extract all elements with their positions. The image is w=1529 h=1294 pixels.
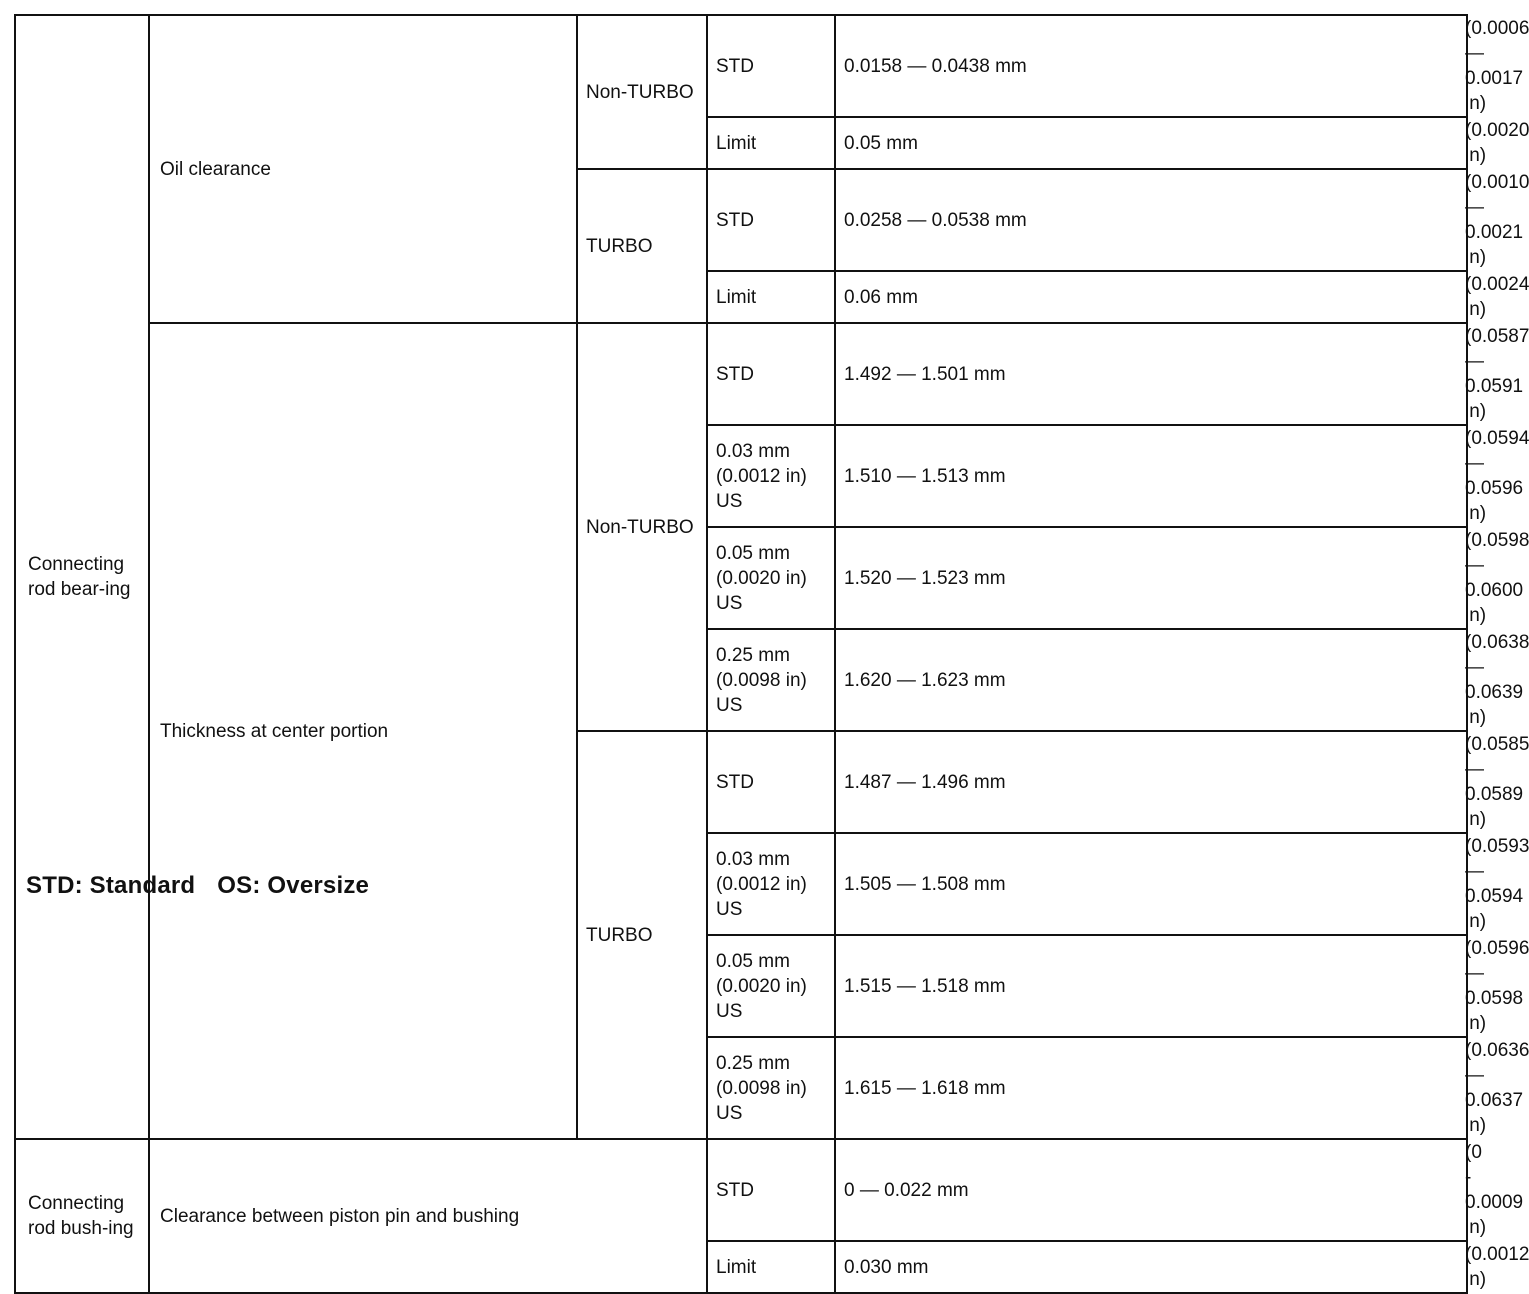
- metric-value: 1.487 — 1.496 mm: [835, 731, 1153, 833]
- condition-cell: STD: [707, 731, 835, 833]
- metric-value: 1.615 — 1.618 mm: [835, 1037, 1153, 1139]
- metric-value: 1.620 — 1.623 mm: [835, 629, 1153, 731]
- imperial-value: (0.0020 in): [1153, 117, 1467, 169]
- imperial-value: (0.0585 — 0.0589 in): [1153, 731, 1467, 833]
- condition-cell: Limit: [707, 271, 835, 323]
- part-connecting-rod-bushing: Connecting rod bush-ing: [15, 1139, 149, 1293]
- condition-cell: 0.25 mm (0.0098 in) US: [707, 1037, 835, 1139]
- variant-turbo: TURBO: [577, 169, 707, 323]
- condition-cell: 0.05 mm (0.0020 in) US: [707, 935, 835, 1037]
- metric-value: 0.0258 — 0.0538 mm: [835, 169, 1153, 271]
- item-pin-bushing-clearance: Clearance between piston pin and bushing: [149, 1139, 707, 1293]
- imperial-value: (0.0024 in): [1153, 271, 1467, 323]
- imperial-value: (0.0012 in): [1153, 1241, 1467, 1293]
- imperial-value: (0.0010 — 0.0021 in): [1153, 169, 1467, 271]
- imperial-value: (0.0593 — 0.0594 in): [1153, 833, 1467, 935]
- metric-value: 1.520 — 1.523 mm: [835, 527, 1153, 629]
- condition-cell: Limit: [707, 117, 835, 169]
- metric-value: 0.05 mm: [835, 117, 1153, 169]
- imperial-value: (0.0587 — 0.0591 in): [1153, 323, 1467, 425]
- metric-value: 1.515 — 1.518 mm: [835, 935, 1153, 1037]
- item-thickness-center-portion: Thickness at center portion: [149, 323, 577, 1139]
- metric-value: 0 — 0.022 mm: [835, 1139, 1153, 1241]
- abbreviation-legend: [26, 872, 391, 900]
- metric-value: 1.492 — 1.501 mm: [835, 323, 1153, 425]
- condition-cell: 0.25 mm (0.0098 in) US: [707, 629, 835, 731]
- legend-os: OS: Oversize: [217, 872, 370, 899]
- metric-value: 0.06 mm: [835, 271, 1153, 323]
- metric-value: 0.030 mm: [835, 1241, 1153, 1293]
- imperial-value: (0.0598 — 0.0600 in): [1153, 527, 1467, 629]
- imperial-value: (0.0638 — 0.0639 in): [1153, 629, 1467, 731]
- condition-cell: 0.03 mm (0.0012 in) US: [707, 425, 835, 527]
- variant-turbo: TURBO: [577, 731, 707, 1139]
- condition-cell: 0.03 mm (0.0012 in) US: [707, 833, 835, 935]
- table-row: [15, 323, 1467, 425]
- item-oil-clearance: Oil clearance: [149, 15, 577, 323]
- condition-cell: STD: [707, 323, 835, 425]
- part-connecting-rod-bearing: Connecting rod bear-ing: [15, 15, 149, 1139]
- metric-value: 1.510 — 1.513 mm: [835, 425, 1153, 527]
- condition-cell: Limit: [707, 1241, 835, 1293]
- imperial-value: (0.0636 — 0.0637 in): [1153, 1037, 1467, 1139]
- variant-non-turbo: Non-TURBO: [577, 323, 707, 731]
- condition-cell: STD: [707, 1139, 835, 1241]
- imperial-value: (0.0594 — 0.0596 in): [1153, 425, 1467, 527]
- imperial-value: (0.0596 — 0.0598 in): [1153, 935, 1467, 1037]
- imperial-value: (0 - 0.0009 in): [1153, 1139, 1467, 1241]
- variant-non-turbo: Non-TURBO: [577, 15, 707, 169]
- table-row: [15, 15, 1467, 117]
- table-row: [15, 1139, 1467, 1241]
- legend-std: STD: Standard: [26, 872, 196, 899]
- condition-cell: STD: [707, 169, 835, 271]
- metric-value: 0.0158 — 0.0438 mm: [835, 15, 1153, 117]
- imperial-value: (0.0006 — 0.0017 in): [1153, 15, 1467, 117]
- condition-cell: STD: [707, 15, 835, 117]
- metric-value: 1.505 — 1.508 mm: [835, 833, 1153, 935]
- specification-table: [14, 14, 1529, 1294]
- condition-cell: 0.05 mm (0.0020 in) US: [707, 527, 835, 629]
